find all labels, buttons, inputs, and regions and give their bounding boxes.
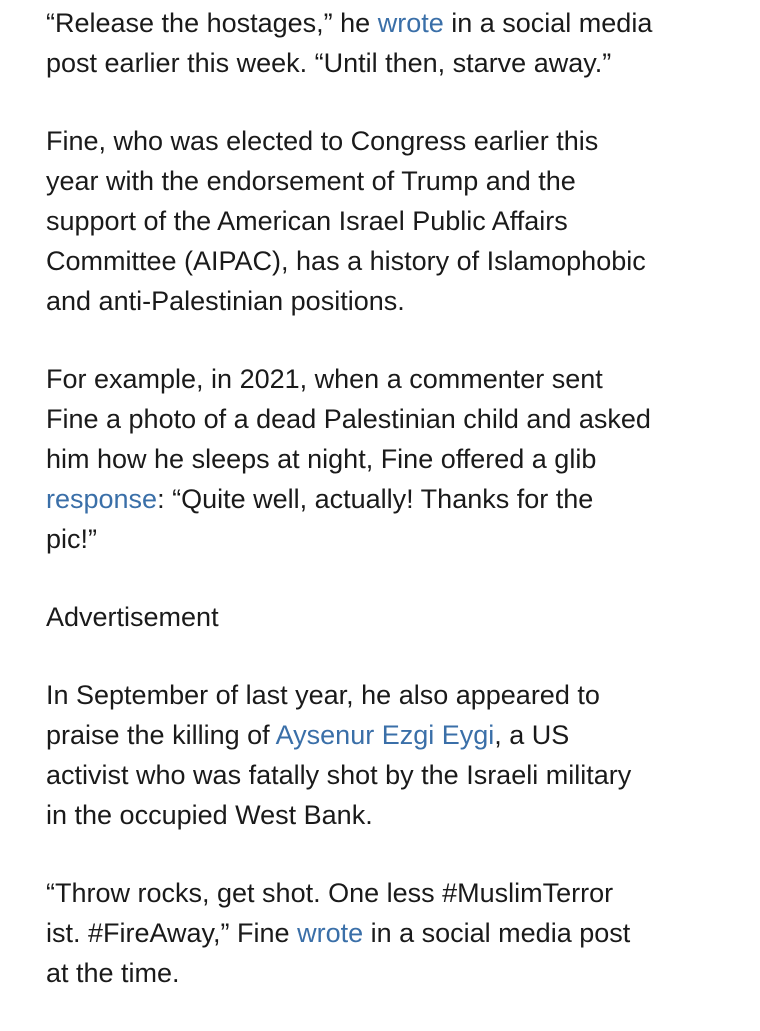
text-segment: , a US xyxy=(494,720,570,750)
text-segment: post earlier this week. “Until then, starve away.” xyxy=(46,48,612,78)
link-wrote[interactable]: wrote xyxy=(377,8,444,38)
article-paragraph xyxy=(46,359,746,559)
article-paragraph xyxy=(46,121,746,321)
link-wrote[interactable]: wrote xyxy=(297,918,364,948)
text-segment: support of the American Israel Public Affairs xyxy=(46,206,568,236)
text-segment: praise the killing of xyxy=(46,720,276,750)
text-line xyxy=(46,439,746,479)
text-segment: activist who was fatally shot by the Israeli military xyxy=(46,760,632,790)
text-segment: him how he sleeps at night, Fine offered a glib xyxy=(46,444,597,474)
advertisement-label: Advertisement xyxy=(46,602,219,632)
link-aysenur-ezgi-eygi[interactable]: Aysenur Ezgi Eygi xyxy=(275,720,495,750)
text-segment: Fine a photo of a dead Palestinian child and asked xyxy=(46,404,651,434)
text-segment: in a social media post xyxy=(363,918,631,948)
article-paragraph xyxy=(46,675,746,835)
text-line xyxy=(46,241,746,281)
text-segment: and anti-Palestinian positions. xyxy=(46,286,405,316)
link-response[interactable]: response xyxy=(46,484,158,514)
text-segment: Committee (AIPAC), has a history of Islamophobic xyxy=(46,246,646,276)
text-line xyxy=(46,121,746,161)
text-line xyxy=(46,43,746,83)
text-line xyxy=(46,201,746,241)
text-line xyxy=(46,3,746,43)
text-line xyxy=(46,359,746,399)
text-segment: at the time. xyxy=(46,958,180,988)
text-line xyxy=(46,399,746,439)
text-segment: in a social media xyxy=(443,8,653,38)
text-line xyxy=(46,953,746,993)
text-line xyxy=(46,755,746,795)
text-line xyxy=(46,715,746,755)
article-paragraph xyxy=(46,3,746,83)
text-line xyxy=(46,281,746,321)
text-line xyxy=(46,519,746,559)
article-paragraph xyxy=(46,873,746,993)
text-segment: “Throw rocks, get shot. One less #MuslimTerror xyxy=(46,878,614,908)
text-line xyxy=(46,795,746,835)
text-segment: in the occupied West Bank. xyxy=(46,800,373,830)
text-segment: pic!” xyxy=(46,524,98,554)
article-body xyxy=(46,3,746,1031)
text-line xyxy=(46,675,746,715)
text-line xyxy=(46,913,746,953)
text-segment: : “Quite well, actually! Thanks for the xyxy=(157,484,594,514)
text-segment: ist. #FireAway,” Fine xyxy=(46,918,298,948)
text-segment: Fine, who was elected to Congress earlier this xyxy=(46,126,599,156)
text-line xyxy=(46,479,746,519)
text-segment: year with the endorsement of Trump and the xyxy=(46,166,576,196)
text-segment: In September of last year, he also appeared to xyxy=(46,680,600,710)
text-segment: For example, in 2021, when a commenter sent xyxy=(46,364,603,394)
text-line xyxy=(46,161,746,201)
text-line xyxy=(46,873,746,913)
text-segment: “Release the hostages,” he xyxy=(46,8,378,38)
